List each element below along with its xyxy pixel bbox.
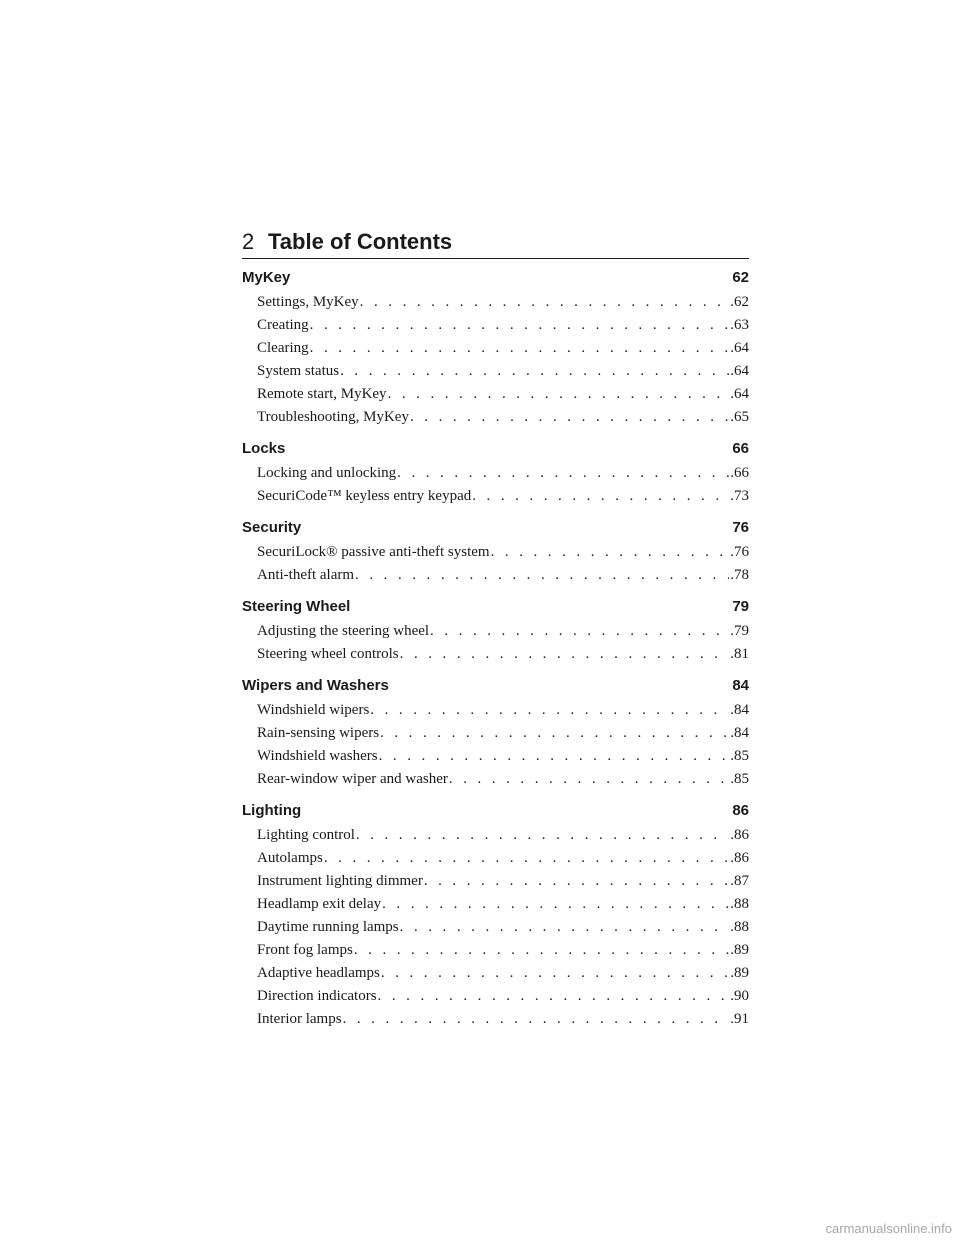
entry-label: Adaptive headlamps	[257, 965, 380, 981]
section-title: Locks	[242, 440, 286, 457]
entry-label: Rear-window wiper and washer	[257, 771, 448, 787]
dot-leader	[424, 870, 729, 893]
toc-entry[interactable]	[242, 462, 749, 485]
section-page-number: 79	[732, 598, 749, 615]
entry-page-number: .62	[730, 294, 749, 310]
entry-label: Instrument lighting dimmer	[257, 873, 423, 889]
section-heading[interactable]	[242, 434, 749, 462]
entry-page-number: .88	[730, 919, 749, 935]
entry-label: Troubleshooting, MyKey	[257, 409, 409, 425]
dot-leader	[410, 406, 729, 429]
entry-page-number: .63	[730, 317, 749, 333]
entry-page-number: .86	[730, 827, 749, 843]
toc-section	[242, 796, 749, 1031]
toc-entry[interactable]	[242, 620, 749, 643]
toc-entry[interactable]	[242, 360, 749, 383]
dot-leader	[400, 643, 730, 666]
entry-label: Headlamp exit delay	[257, 896, 382, 912]
entry-label: SecuriCode™ keyless entry keypad	[257, 488, 472, 504]
entry-label: Adjusting the steering wheel	[257, 623, 430, 639]
entry-page-number: .89	[730, 965, 749, 981]
toc-entry[interactable]	[242, 291, 749, 314]
entry-label: Clearing	[257, 340, 309, 356]
dot-leader	[310, 314, 730, 337]
toc-entry[interactable]	[242, 768, 749, 791]
entry-page-number: .89	[730, 942, 749, 958]
entry-page-number: .85	[730, 771, 749, 787]
toc-entry[interactable]	[242, 745, 749, 768]
toc-entry[interactable]	[242, 824, 749, 847]
section-heading[interactable]	[242, 671, 749, 699]
dot-leader	[381, 962, 729, 985]
section-heading[interactable]	[242, 592, 749, 620]
dot-leader	[343, 1008, 730, 1031]
entry-page-number: .76	[730, 544, 749, 560]
toc-entry[interactable]	[242, 541, 749, 564]
dot-leader	[310, 337, 730, 360]
entry-page-number: .86	[730, 850, 749, 866]
section-title: MyKey	[242, 269, 291, 286]
entry-page-number: .84	[730, 702, 749, 718]
entry-label: SecuriLock® passive anti-theft system	[257, 544, 490, 560]
entry-page-number: .87	[730, 873, 749, 889]
dot-leader	[400, 916, 730, 939]
dot-leader	[380, 722, 729, 745]
dot-leader	[360, 291, 730, 314]
section-title: Security	[242, 519, 302, 536]
toc-entry[interactable]	[242, 847, 749, 870]
entry-page-number: .90	[730, 988, 749, 1004]
entry-page-number: .91	[730, 1011, 749, 1027]
table-of-contents	[242, 263, 749, 1036]
dot-leader	[324, 847, 729, 870]
toc-section	[242, 671, 749, 791]
toc-entry[interactable]	[242, 722, 749, 745]
entry-label: Remote start, MyKey	[257, 386, 387, 402]
dot-leader	[388, 383, 730, 406]
toc-entry[interactable]	[242, 643, 749, 666]
section-heading[interactable]	[242, 263, 749, 291]
toc-entry[interactable]	[242, 870, 749, 893]
entry-page-number: .84	[730, 725, 749, 741]
dot-leader	[449, 768, 729, 791]
toc-entry[interactable]	[242, 699, 749, 722]
dot-leader	[430, 620, 729, 643]
header-divider	[242, 258, 749, 259]
section-page-number: 86	[732, 802, 749, 819]
dot-leader	[354, 939, 729, 962]
entry-page-number: .73	[730, 488, 749, 504]
toc-entry[interactable]	[242, 916, 749, 939]
toc-entry[interactable]	[242, 485, 749, 508]
dot-leader	[340, 360, 729, 383]
section-page-number: 84	[732, 677, 749, 694]
entry-page-number: .78	[730, 567, 749, 583]
toc-section	[242, 434, 749, 508]
dot-leader	[491, 541, 730, 564]
entry-label: Windshield washers	[257, 748, 378, 764]
dot-leader	[397, 462, 729, 485]
toc-section	[242, 513, 749, 587]
section-title: Steering Wheel	[242, 598, 351, 615]
entry-label: Creating	[257, 317, 309, 333]
watermark: carmanualsonline.info	[825, 1221, 952, 1236]
entry-label: System status	[257, 363, 340, 379]
toc-entry[interactable]	[242, 564, 749, 587]
entry-label: Autolamps	[257, 850, 323, 866]
entry-label: Anti-theft alarm	[257, 567, 355, 583]
entry-label: Front fog lamps	[257, 942, 353, 958]
entry-page-number: .79	[730, 623, 749, 639]
entry-label: Steering wheel controls	[257, 646, 399, 662]
section-heading[interactable]	[242, 796, 749, 824]
entry-label: Windshield wipers	[257, 702, 370, 718]
dot-leader	[472, 485, 729, 508]
entry-label: Lighting control	[257, 827, 355, 843]
dot-leader	[382, 893, 729, 916]
toc-entry[interactable]	[242, 337, 749, 360]
entry-label: Locking and unlocking	[257, 465, 397, 481]
entry-label: Interior lamps	[257, 1011, 342, 1027]
section-page-number: 62	[732, 269, 749, 286]
toc-entry[interactable]	[242, 939, 749, 962]
entry-page-number: .64	[730, 363, 749, 379]
section-page-number: 76	[732, 519, 749, 536]
dot-leader	[356, 824, 729, 847]
toc-entry[interactable]	[242, 314, 749, 337]
section-title: Wipers and Washers	[242, 677, 389, 694]
toc-entry[interactable]	[242, 962, 749, 985]
dot-leader	[379, 745, 730, 768]
section-title: Lighting	[242, 802, 302, 819]
entry-page-number: .65	[730, 409, 749, 425]
section-heading[interactable]	[242, 513, 749, 541]
entry-page-number: .85	[730, 748, 749, 764]
toc-entry[interactable]	[242, 985, 749, 1008]
toc-section	[242, 592, 749, 666]
entry-page-number: .66	[730, 465, 749, 481]
toc-entry[interactable]	[242, 406, 749, 429]
toc-entry[interactable]	[242, 383, 749, 406]
entry-page-number: .88	[730, 896, 749, 912]
entry-label: Daytime running lamps	[257, 919, 399, 935]
page-header	[242, 229, 749, 259]
dot-leader	[378, 985, 730, 1008]
toc-section	[242, 263, 749, 429]
toc-entry[interactable]	[242, 1008, 749, 1031]
entry-page-number: .64	[730, 386, 749, 402]
dot-leader	[355, 564, 729, 587]
section-page-number: 66	[732, 440, 749, 457]
page-title: Table of Contents	[268, 229, 453, 254]
page-number: 2	[242, 229, 255, 254]
entry-page-number: .64	[730, 340, 749, 356]
entry-label: Direction indicators	[257, 988, 377, 1004]
entry-label: Settings, MyKey	[257, 294, 359, 310]
entry-page-number: .81	[730, 646, 749, 662]
entry-label: Rain-sensing wipers	[257, 725, 380, 741]
dot-leader	[370, 699, 729, 722]
toc-entry[interactable]	[242, 893, 749, 916]
